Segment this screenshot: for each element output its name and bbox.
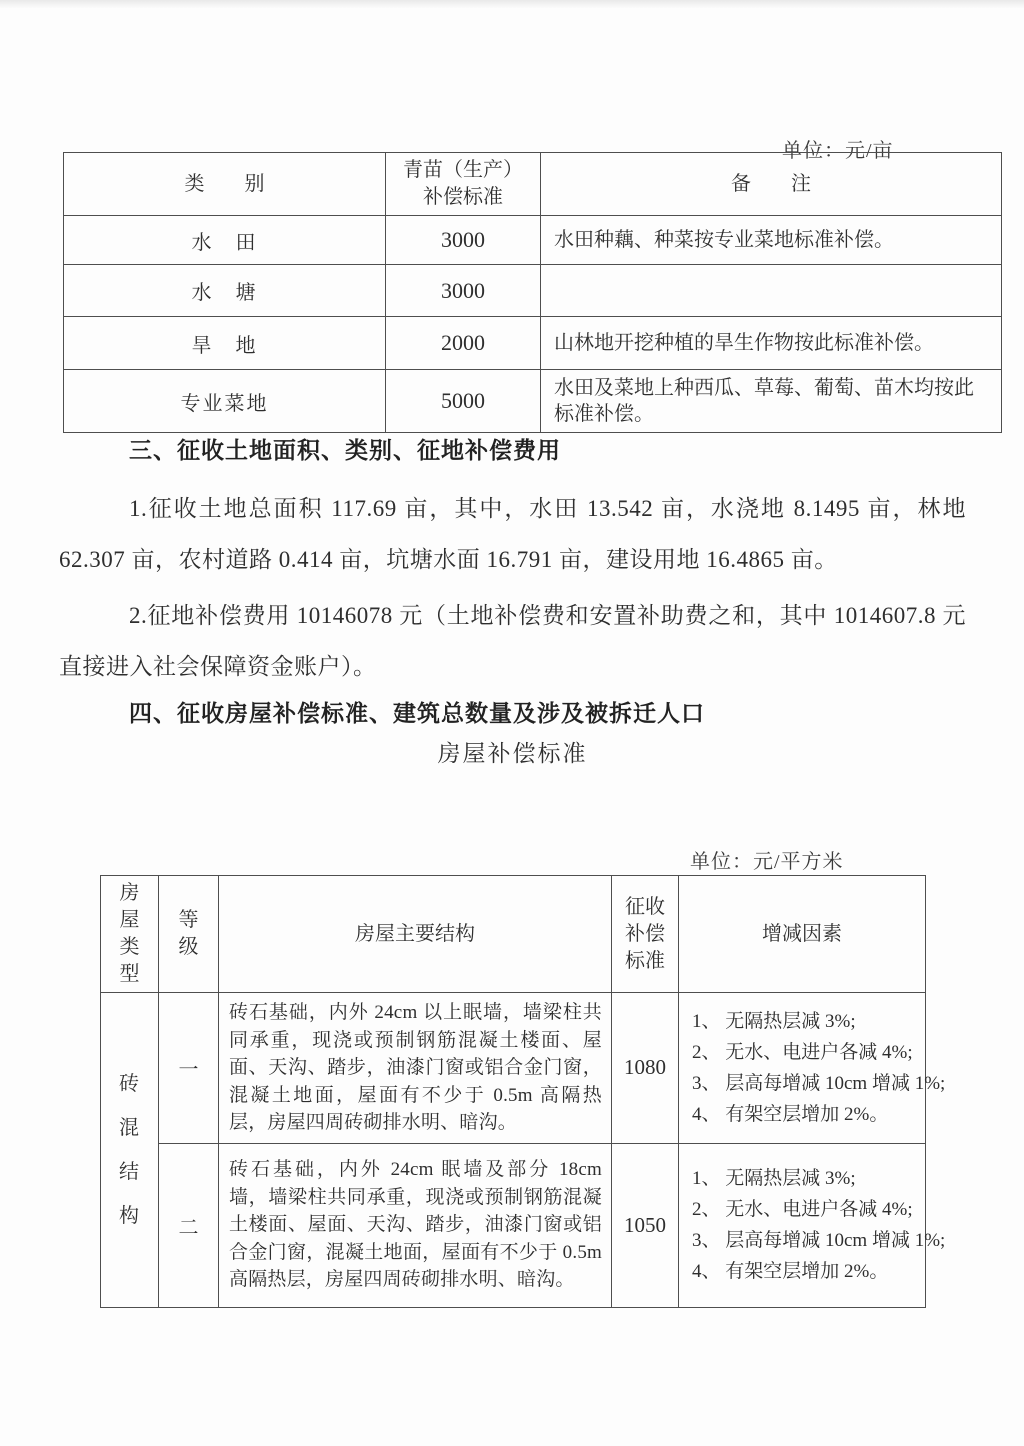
factor-line: 4、 有架空层增加 2%。 [692, 1261, 889, 1282]
t1-row3-category: 旱 地 [64, 317, 386, 370]
t2-header-structure: 房屋主要结构 [219, 876, 612, 993]
t1-row2-category: 水 塘 [64, 265, 386, 317]
t2-header-house-type-label: 房屋类型 [119, 882, 140, 985]
t2-header-standard [612, 876, 679, 993]
factor-line: 4、 有架空层增加 2%。 [692, 1103, 889, 1125]
crop-compensation-table [63, 152, 1002, 433]
t1-row2-remark [541, 265, 1002, 317]
t1-row4-category: 专业菜地 [64, 370, 386, 433]
factor-line: 1、 无隔热层减 3%; [692, 1010, 856, 1032]
factor-line: 1、 无隔热层减 3%; [692, 1168, 856, 1189]
factor-line: 3、 层高每增减 10cm 增减 1%; [692, 1072, 946, 1094]
t2-row2-standard: 1050 [612, 1143, 679, 1307]
document-body-text [59, 425, 966, 770]
t1-row1-remark: 水田种藕、种菜按专业菜地标准补偿。 [541, 216, 1002, 265]
section-3-heading: 三、征收土地面积、类别、征地补偿费用 [129, 438, 561, 463]
t2-row2-structure: 砖石基础，内外 24cm 眠墙及部分 18cm 墙，墙梁柱共同承重，现浇或预制钢筋混凝土楼面、屋面、天沟、踏步，油漆门窗或铝合金门窗，混凝土地面，屋面有不少于 0.5m 高隔热层，房屋四周砖砌排水明、暗沟。 [219, 1143, 612, 1307]
section-4-heading: 四、征收房屋补偿标准、建筑总数量及涉及被拆迁人口 [129, 701, 705, 726]
factor-line: 2、 无水、电进户各减 4%; [692, 1041, 913, 1063]
table-row [101, 993, 926, 1144]
table-row [64, 216, 1002, 265]
t1-row1-standard: 3000 [386, 216, 541, 265]
t1-row3-standard: 2000 [386, 317, 541, 370]
scan-edge-artifact [0, 0, 1024, 10]
factor-line: 2、 无水、电进户各减 4%; [692, 1199, 913, 1220]
table-header-row [64, 153, 1002, 216]
t1-header-category: 类 别 [64, 153, 386, 216]
t1-row3-remark: 山林地开挖种植的旱生作物按此标准补偿。 [541, 317, 1002, 370]
table-row [64, 265, 1002, 317]
t2-house-type-cell [101, 993, 159, 1308]
table-row [101, 1143, 926, 1307]
t1-row2-standard: 3000 [386, 265, 541, 317]
paragraph-land-area: 1.征收土地总面积 117.69 亩，其中，水田 13.542 亩，水浇地 8.1495 亩，林地 62.307 亩，农村道路 0.414 亩，坑塘水面 16.791 亩，建设用地 16.4865 亩。 [59, 496, 966, 572]
t2-row1-factors [679, 993, 946, 1144]
table2-unit-label: 单位：元/平方米 [690, 851, 844, 873]
paragraph-compensation-fee: 2.征地补偿费用 10146078 元（土地补偿费和安置补助费之和，其中 1014607.8 元直接进入社会保障资金账户）。 [59, 603, 966, 679]
table-header-row [101, 876, 926, 993]
t1-row4-standard: 5000 [386, 370, 541, 433]
t2-row2-factors [679, 1143, 946, 1307]
t2-house-type-value: 砖混结构 [119, 1072, 140, 1227]
t2-row2-grade: 二 [159, 1143, 219, 1307]
t2-header-factors: 增减因素 [679, 876, 926, 993]
t1-header-remark: 备 注 [541, 153, 1002, 216]
t2-header-grade-label: 等级 [178, 909, 199, 958]
t1-row1-category: 水 田 [64, 216, 386, 265]
t2-header-standard-label: 征收补偿标准 [625, 895, 665, 972]
t2-header-grade [159, 876, 219, 993]
t2-row1-structure: 砖石基础，内外 24cm 以上眠墙，墙梁柱共同承重，现浇或预制钢筋混凝土楼面、屋面、天沟、踏步，油漆门窗或铝合金门窗，混凝土地面，屋面有不少于 0.5m 高隔热层，房屋四周砖砌排水明、暗沟。 [219, 993, 612, 1144]
house-compensation-subtitle: 房屋补偿标准 [437, 741, 588, 766]
t2-row1-standard: 1080 [612, 993, 679, 1144]
t1-header-standard: 青苗（生产）补偿标准 [386, 153, 541, 216]
factor-line: 3、 层高每增减 10cm 增减 1%; [692, 1230, 946, 1251]
t2-row1-grade: 一 [159, 993, 219, 1144]
t1-row4-remark: 水田及菜地上种西瓜、草莓、葡萄、苗木均按此标准补偿。 [541, 370, 1002, 433]
table-row [64, 370, 1002, 433]
house-compensation-table [100, 875, 946, 1308]
table1-unit-label: 单位：元/亩 [782, 140, 894, 162]
table-row [64, 317, 1002, 370]
t2-header-house-type [101, 876, 159, 993]
